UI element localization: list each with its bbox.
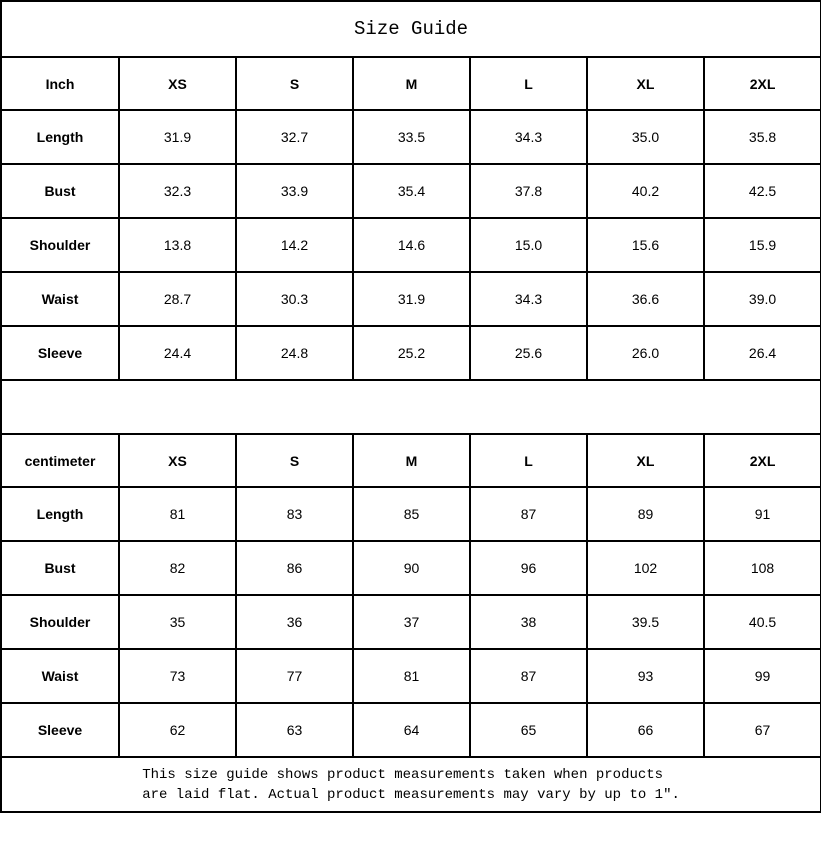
measurement-value: 35 <box>119 595 236 649</box>
inch-header-row <box>1 57 821 110</box>
measurement-value: 93 <box>587 649 704 703</box>
measurement-value: 26.4 <box>704 326 821 380</box>
measurement-value: 91 <box>704 487 821 541</box>
cm-row-length <box>1 487 821 541</box>
cm-row-shoulder <box>1 595 821 649</box>
measurement-value: 89 <box>587 487 704 541</box>
measurement-value: 87 <box>470 487 587 541</box>
measurement-value: 108 <box>704 541 821 595</box>
measurement-value: 31.9 <box>353 272 470 326</box>
measurement-value: 38 <box>470 595 587 649</box>
measurement-value: 28.7 <box>119 272 236 326</box>
cm-row-waist <box>1 649 821 703</box>
size-header-xl: XL <box>587 434 704 487</box>
size-header-m: M <box>353 434 470 487</box>
measurement-value: 25.6 <box>470 326 587 380</box>
measurement-label: Waist <box>1 649 119 703</box>
size-header-xs: XS <box>119 434 236 487</box>
inch-row-length <box>1 110 821 164</box>
measurement-value: 15.9 <box>704 218 821 272</box>
inch-row-bust <box>1 164 821 218</box>
measurement-label: Bust <box>1 164 119 218</box>
measurement-value: 36 <box>236 595 353 649</box>
measurement-value: 65 <box>470 703 587 757</box>
footer-line-1: This size guide shows product measurements taken when products <box>142 766 664 783</box>
measurement-value: 81 <box>353 649 470 703</box>
footer-note <box>1 757 821 812</box>
measurement-value: 77 <box>236 649 353 703</box>
measurement-label: Sleeve <box>1 703 119 757</box>
measurement-value: 30.3 <box>236 272 353 326</box>
measurement-value: 14.2 <box>236 218 353 272</box>
measurement-value: 40.2 <box>587 164 704 218</box>
measurement-value: 32.7 <box>236 110 353 164</box>
measurement-value: 36.6 <box>587 272 704 326</box>
measurement-value: 82 <box>119 541 236 595</box>
footer-row <box>1 757 821 812</box>
measurement-value: 31.9 <box>119 110 236 164</box>
measurement-value: 63 <box>236 703 353 757</box>
unit-label-inch: Inch <box>1 57 119 110</box>
measurement-value: 99 <box>704 649 821 703</box>
measurement-label: Length <box>1 487 119 541</box>
size-header-2xl: 2XL <box>704 434 821 487</box>
measurement-value: 37 <box>353 595 470 649</box>
inch-row-sleeve <box>1 326 821 380</box>
measurement-value: 13.8 <box>119 218 236 272</box>
measurement-value: 90 <box>353 541 470 595</box>
size-header-2xl: 2XL <box>704 57 821 110</box>
measurement-value: 66 <box>587 703 704 757</box>
page-title: Size Guide <box>1 1 821 57</box>
measurement-value: 39.5 <box>587 595 704 649</box>
measurement-value: 67 <box>704 703 821 757</box>
measurement-value: 35.4 <box>353 164 470 218</box>
inch-row-shoulder <box>1 218 821 272</box>
measurement-value: 14.6 <box>353 218 470 272</box>
measurement-value: 35.0 <box>587 110 704 164</box>
measurement-value: 81 <box>119 487 236 541</box>
cm-row-bust <box>1 541 821 595</box>
measurement-value: 37.8 <box>470 164 587 218</box>
measurement-value: 33.5 <box>353 110 470 164</box>
measurement-value: 83 <box>236 487 353 541</box>
measurement-value: 24.4 <box>119 326 236 380</box>
measurement-label: Length <box>1 110 119 164</box>
measurement-label: Waist <box>1 272 119 326</box>
cm-row-sleeve <box>1 703 821 757</box>
measurement-value: 25.2 <box>353 326 470 380</box>
measurement-label: Sleeve <box>1 326 119 380</box>
size-header-m: M <box>353 57 470 110</box>
measurement-label: Bust <box>1 541 119 595</box>
unit-label-centimeter: centimeter <box>1 434 119 487</box>
inch-row-waist <box>1 272 821 326</box>
cm-header-row <box>1 434 821 487</box>
measurement-value: 96 <box>470 541 587 595</box>
measurement-value: 26.0 <box>587 326 704 380</box>
measurement-value: 34.3 <box>470 110 587 164</box>
spacer-row <box>1 380 821 434</box>
measurement-value: 32.3 <box>119 164 236 218</box>
size-header-xs: XS <box>119 57 236 110</box>
measurement-value: 24.8 <box>236 326 353 380</box>
measurement-value: 86 <box>236 541 353 595</box>
measurement-value: 15.6 <box>587 218 704 272</box>
measurement-label: Shoulder <box>1 218 119 272</box>
title-row <box>1 1 821 57</box>
measurement-value: 34.3 <box>470 272 587 326</box>
measurement-value: 62 <box>119 703 236 757</box>
footer-line-2: are laid flat. Actual product measurements may vary by up to 1″. <box>142 786 680 803</box>
measurement-value: 102 <box>587 541 704 595</box>
measurement-label: Shoulder <box>1 595 119 649</box>
spacer-cell <box>1 380 821 434</box>
measurement-value: 40.5 <box>704 595 821 649</box>
measurement-value: 15.0 <box>470 218 587 272</box>
measurement-value: 87 <box>470 649 587 703</box>
size-header-l: L <box>470 434 587 487</box>
size-header-xl: XL <box>587 57 704 110</box>
measurement-value: 64 <box>353 703 470 757</box>
footer-note-text <box>142 765 680 805</box>
measurement-value: 35.8 <box>704 110 821 164</box>
size-header-l: L <box>470 57 587 110</box>
measurement-value: 73 <box>119 649 236 703</box>
measurement-value: 39.0 <box>704 272 821 326</box>
measurement-value: 85 <box>353 487 470 541</box>
size-header-s: S <box>236 434 353 487</box>
measurement-value: 42.5 <box>704 164 821 218</box>
measurement-value: 33.9 <box>236 164 353 218</box>
size-header-s: S <box>236 57 353 110</box>
